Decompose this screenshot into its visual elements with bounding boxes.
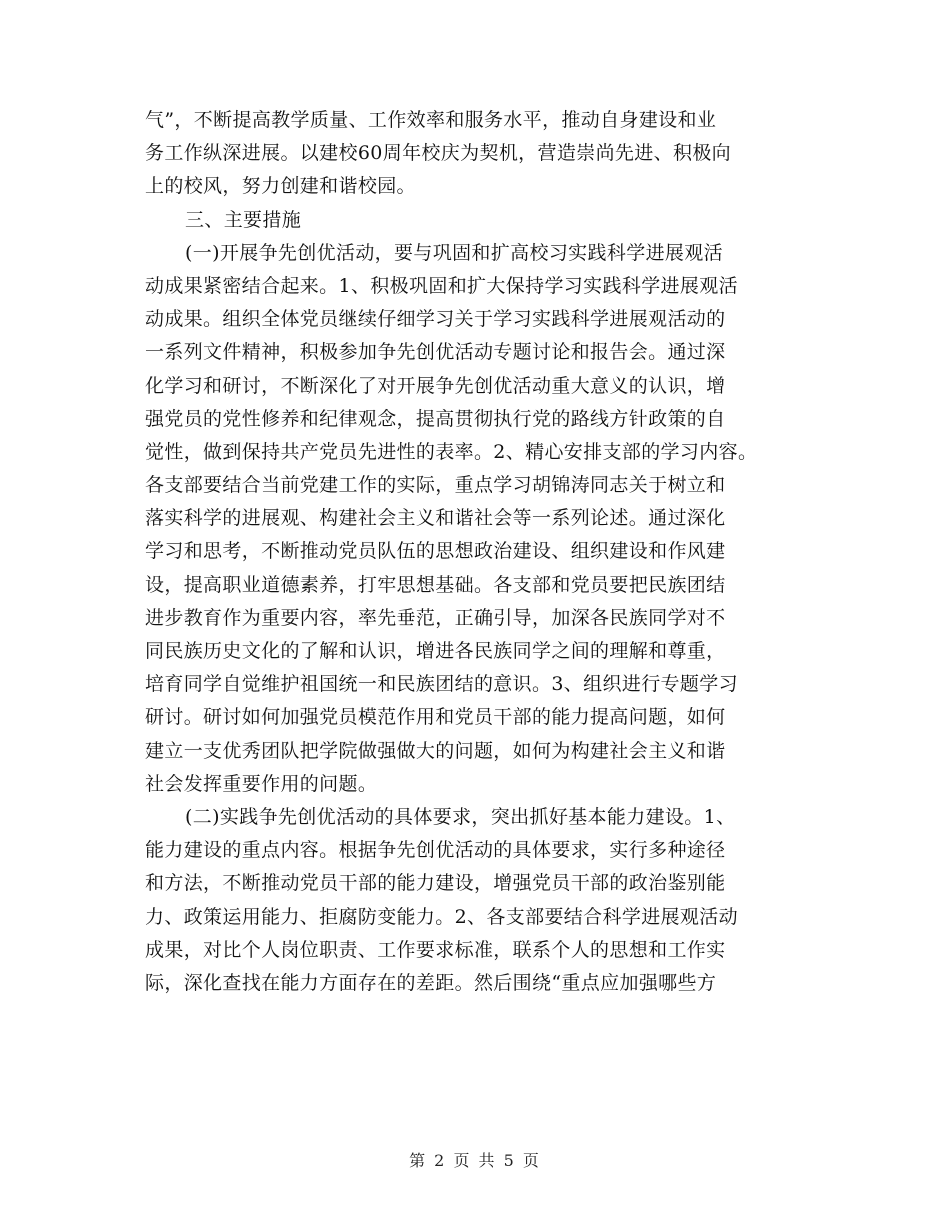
body-text (145, 104, 835, 1000)
text-line: (一)开展争先创优活动，要与巩固和扩高校习实践科学进展观活 (185, 241, 723, 264)
text-line: 能力建设的重点内容。根据争先创优活动的具体要求，实行多种途径 (145, 839, 726, 862)
text-line: 力、政策运用能力、拒腐防变能力。2、各支部要结合科学进展观活动 (145, 905, 738, 928)
text-line: (二)实践争先创优活动的具体要求，突出抓好基本能力建设。1、 (185, 805, 736, 828)
text-line: 强党员的党性修养和纪律观念，提高贯彻执行党的路线方针政策的自 (145, 407, 726, 430)
text-line: 一系列文件精神，积极参加争先创优活动专题讨论和报告会。通过深 (145, 341, 726, 364)
text-line: 动成果。组织全体党员继续仔细学习关于学习实践科学进展观活动的 (145, 308, 726, 331)
text-line: 学习和思考，不断推动党员队伍的思想政治建设、组织建设和作风建 (145, 540, 726, 563)
text-line: 设，提高职业道德素养，打牢思想基础。各支部和党员要把民族团结 (145, 573, 726, 596)
text-line: 和方法，不断推动党员干部的能力建设，增强党员干部的政治鉴别能 (145, 872, 726, 895)
text-line: 培育同学自觉维护祖国统一和民族团结的意识。3、组织进行专题学习 (145, 673, 738, 696)
text-line: 务工作纵深进展。以建校60周年校庆为契机，营造崇尚先进、积极向 (145, 142, 732, 165)
text-line: 建立一支优秀团队把学院做强做大的问题，如何为构建社会主义和谐 (145, 739, 726, 762)
page-footer: 第 2 页 共 5 页 (409, 1151, 541, 1170)
text-line: 各支部要结合当前党建工作的实际，重点学习胡锦涛同志关于树立和 (145, 474, 726, 497)
text-line: 社会发挥重要作用的问题。 (145, 772, 378, 795)
text-line: 成果，对比个人岗位职责、工作要求标准，联系个人的思想和工作实 (145, 938, 726, 961)
text-line: 同民族历史文化的了解和认识，增进各民族同学之间的理解和尊重， (145, 640, 726, 662)
text-line: 三、主要措施 (185, 208, 302, 231)
text-line: 际，深化查找在能力方面存在的差距。然后围绕“重点应加强哪些方 (145, 971, 717, 994)
text-line: 化学习和研讨，不断深化了对开展争先创优活动重大意义的认识，增 (145, 374, 726, 397)
text-line: 上的校风，努力创建和谐校园。 (145, 175, 416, 198)
text-line: 研讨。研讨如何加强党员模范作用和党员干部的能力提高问题，如何 (145, 706, 726, 729)
text-line: 动成果紧密结合起来。1、积极巩固和扩大保持学习实践科学进展观活 (145, 274, 738, 297)
text-line: 觉性，做到保持共产党员先进性的表率。2、精心安排支部的学习内容。 (145, 440, 758, 463)
text-line: 气”，不断提高教学质量、工作效率和服务水平，推动自身建设和业 (145, 109, 717, 131)
text-line: 进步教育作为重要内容，率先垂范，正确引导，加深各民族同学对不 (145, 606, 726, 629)
text-line: 落实科学的进展观、构建社会主义和谐社会等一系列论述。通过深化 (145, 507, 726, 530)
